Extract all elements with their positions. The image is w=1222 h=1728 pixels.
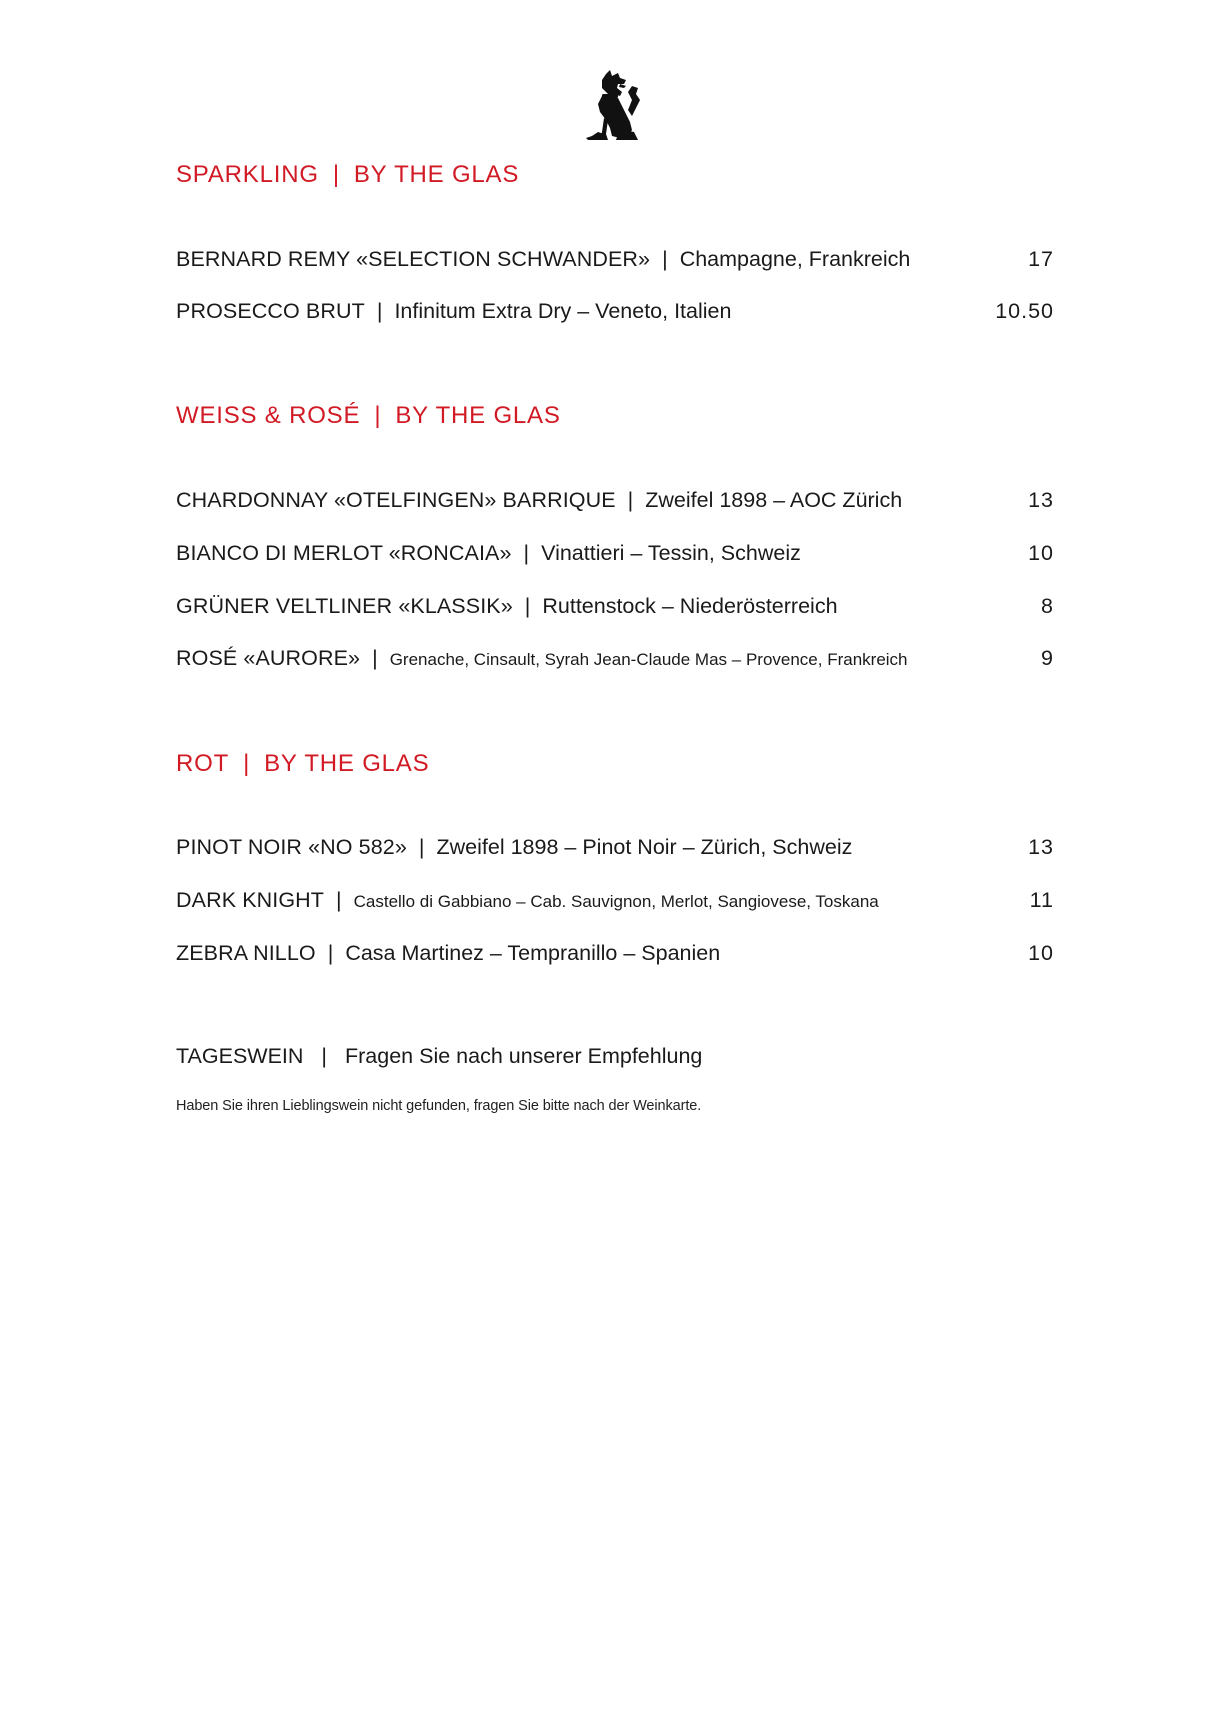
item-separator: |	[327, 941, 334, 965]
wine-item	[176, 541, 1054, 571]
wine-price: 10.50	[995, 299, 1054, 323]
wine-description: Ruttenstock – Niederösterreich	[542, 594, 838, 618]
item-separator: |	[376, 299, 383, 323]
wine-item	[176, 888, 1054, 918]
section-heading-title: WEISS & ROSÉ	[176, 402, 361, 429]
section-heading-sparkling	[176, 161, 519, 189]
wine-price: 10	[1028, 541, 1054, 565]
tageswein-label: TAGESWEIN	[176, 1044, 304, 1068]
wine-description: Casa Martinez – Tempranillo – Spanien	[345, 941, 721, 965]
item-separator: |	[627, 488, 634, 512]
wine-price: 13	[1028, 488, 1054, 512]
section-heading-rot	[176, 750, 429, 778]
wine-name: GRÜNER VELTLINER «KLASSIK»	[176, 594, 513, 618]
wine-price: 11	[1029, 888, 1054, 912]
footnote: Haben Sie ihren Lieblingswein nicht gefunden, fragen Sie bitte nach der Weinkarte.	[176, 1098, 702, 1114]
section-heading-title: SPARKLING	[176, 161, 319, 188]
section-heading-suffix: BY THE GLAS	[264, 750, 430, 777]
wine-description: Grenache, Cinsault, Syrah Jean-Claude Mas – Provence, Frankreich	[389, 650, 908, 669]
section-heading-separator: |	[332, 161, 340, 188]
wine-name: PROSECCO BRUT	[176, 299, 365, 323]
wine-price: 8	[1041, 594, 1054, 618]
item-separator: |	[524, 594, 531, 618]
wine-name: BIANCO DI MERLOT «RONCAIA»	[176, 541, 512, 565]
wine-name: ROSÉ «AURORE»	[176, 646, 361, 670]
section-heading-title: ROT	[176, 750, 230, 777]
wine-name: PINOT NOIR «NO 582»	[176, 835, 407, 859]
wine-price: 13	[1028, 835, 1054, 859]
section-heading-suffix: BY THE GLAS	[395, 402, 561, 429]
wine-price: 17	[1028, 247, 1054, 271]
wine-description: Infinitum Extra Dry – Veneto, Italien	[394, 299, 732, 323]
wine-item	[176, 835, 1054, 865]
wine-name: ZEBRA NILLO	[176, 941, 316, 965]
wine-description: Vinattieri – Tessin, Schweiz	[541, 541, 801, 565]
wine-description: Champagne, Frankreich	[679, 247, 911, 271]
wine-description: Zweifel 1898 – AOC Zürich	[645, 488, 903, 512]
wine-price: 9	[1041, 646, 1054, 670]
section-heading-weiss-rose	[176, 402, 561, 430]
tageswein-line	[176, 1044, 702, 1069]
wine-item	[176, 941, 1054, 971]
tageswein-separator: |	[321, 1044, 328, 1068]
section-heading-separator: |	[243, 750, 251, 777]
heraldic-dog-icon	[584, 70, 646, 146]
section-heading-suffix: BY THE GLAS	[353, 161, 520, 188]
item-separator: |	[372, 646, 378, 670]
item-separator: |	[336, 888, 342, 912]
wine-item	[176, 299, 1054, 329]
item-separator: |	[523, 541, 530, 565]
wine-item	[176, 646, 1054, 676]
wine-description: Castello di Gabbiano – Cab. Sauvignon, Merlot, Sangiovese, Toskana	[353, 892, 879, 911]
wine-name: BERNARD REMY «SELECTION SCHWANDER»	[176, 247, 651, 271]
wine-name: CHARDONNAY «OTELFINGEN» BARRIQUE	[176, 488, 616, 512]
section-heading-separator: |	[374, 402, 382, 429]
tageswein-text: Fragen Sie nach unserer Empfehlung	[345, 1044, 703, 1068]
item-separator: |	[418, 835, 425, 859]
wine-item	[176, 488, 1054, 518]
wine-item	[176, 247, 1054, 277]
wine-name: DARK KNIGHT	[176, 888, 325, 912]
wine-description: Zweifel 1898 – Pinot Noir – Zürich, Schweiz	[436, 835, 853, 859]
wine-item	[176, 594, 1054, 624]
wine-price: 10	[1028, 941, 1054, 965]
item-separator: |	[662, 247, 668, 271]
